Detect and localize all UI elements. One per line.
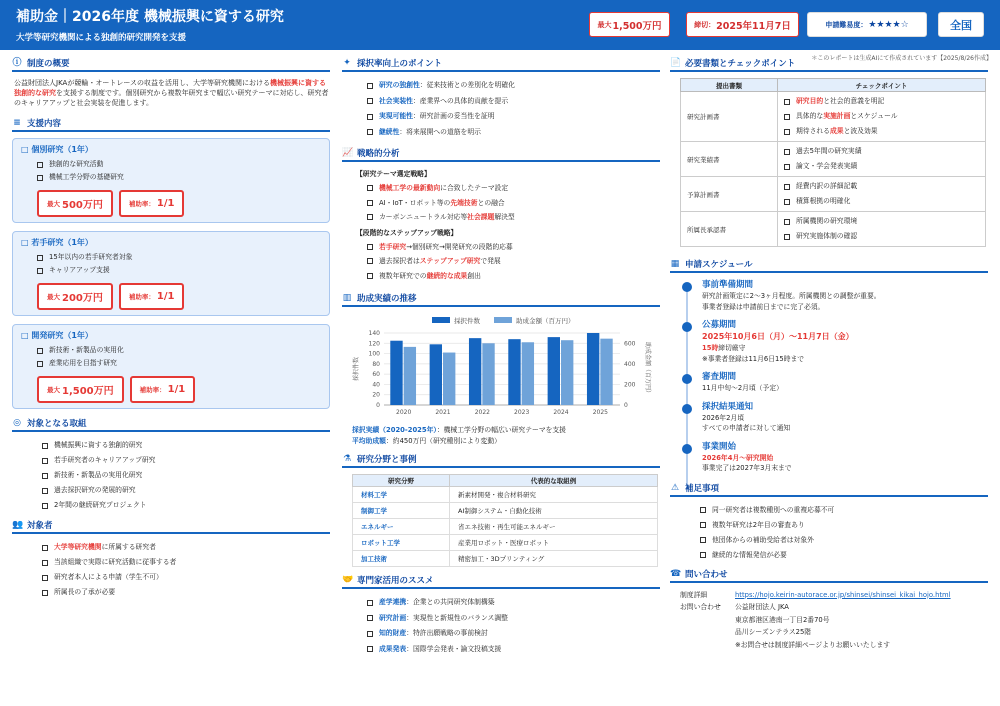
expert-item: 知的財産：特許出願戦略の事前検討 xyxy=(367,626,660,642)
left-column xyxy=(12,56,330,600)
x-tick-label: 2020 xyxy=(396,409,412,416)
legend-swatch xyxy=(432,317,450,323)
calendar-icon: ▦ xyxy=(670,259,680,269)
supplement-item: 他団体からの補助受給者は対象外 xyxy=(700,533,988,548)
eligible-heading: 👥 対象者 xyxy=(12,518,330,534)
amount-pill: 最大 500万円 xyxy=(37,190,113,217)
checklist-item: 経費内訳の詳細記載 xyxy=(784,179,985,194)
checklist-item: 研究目的と社会的意義を明記 xyxy=(784,94,985,109)
eligible-item: 当該組織で実際に研究活動に従事する者 xyxy=(42,555,330,570)
x-tick-label: 2023 xyxy=(514,409,530,416)
checkbox-icon xyxy=(367,258,373,264)
schedule-step: 公募期間 2025年10月6日（月）〜11月7日（金） 15時締切厳守 ※事業者登録は11月6日15時まで xyxy=(682,319,988,364)
support-card: □ 個別研究（1年） 独創的な研究活動 機械工学分野の基礎研究 最大 500万円 補助率： 1/1 xyxy=(12,138,330,223)
checkbox-icon xyxy=(367,83,373,89)
checkbox-icon xyxy=(37,348,43,354)
y-tick-label: 100 xyxy=(368,350,380,358)
y2-tick-label: 600 xyxy=(624,340,636,348)
checklist-item: 研究実施体制の確認 xyxy=(784,229,985,244)
points-section xyxy=(342,56,660,140)
page-subtitle: 大学等研究機関による独創的研究開発を支援 xyxy=(16,33,187,43)
checkbox-icon xyxy=(42,488,48,494)
y-tick-label: 60 xyxy=(372,371,380,379)
checkbox-icon xyxy=(367,646,373,652)
warning-icon: ⚠ xyxy=(670,482,680,493)
table-row: ロボット工学 産業用ロボット・医療ロボット xyxy=(353,535,658,551)
checkbox-icon xyxy=(42,458,48,464)
checklist-item: 過去5年間の研究実績 xyxy=(784,144,985,159)
contact-detail-row: 制度詳細 https://hojo.keirin-autorace.or.jp/shinsei/shinsei_kikai_hojo.html xyxy=(670,589,988,602)
results-summary: 採択実績（2020-2025年）：機械工学分野の幅広い研究テーマを支援 平均助成額：約450万円（研究種別により変動） xyxy=(352,426,566,445)
target-item: 過去採択研究の発展的研究 xyxy=(42,483,330,498)
y-tick-label: 140 xyxy=(368,330,380,337)
amount-pill: 最大 1,500万円 xyxy=(37,376,124,403)
experts-section xyxy=(342,573,660,657)
amount-pill: 最大 200万円 xyxy=(37,283,113,310)
bulb-icon: ✦ xyxy=(343,58,351,68)
checklist-item: 期待される成果と波及効果 xyxy=(784,124,985,139)
bar xyxy=(522,342,534,405)
checkbox-icon xyxy=(37,255,43,261)
legend-label: 助成金額（百万円） xyxy=(516,317,575,325)
schedule-timeline xyxy=(682,279,988,474)
checkbox-icon xyxy=(784,219,790,225)
schedule-heading: ▦ 申請スケジュール xyxy=(670,257,988,273)
supplement-item: 同一研究者は複数種別への重複応募不可 xyxy=(700,503,988,518)
point-item: 研究の独創性：従来技術との差別化を明確化 xyxy=(367,78,660,94)
bar xyxy=(508,339,520,405)
support-section xyxy=(12,116,330,409)
checkbox-icon xyxy=(367,631,373,637)
checklist-item: 独創的な研究活動 xyxy=(37,158,321,171)
expert-item: 産学連携：企業との共同研究体制構築 xyxy=(367,595,660,611)
contact-info-row: お問い合わせ 公益財団法人 JKA 東京都港区港南一丁目2番70号 品川シーズンテラス25階 ※お問合せは制度詳細ページよりお願いいたします xyxy=(680,603,891,649)
y-tick-label: 40 xyxy=(372,381,380,389)
checkbox-icon xyxy=(784,164,790,170)
checkbox-icon xyxy=(367,129,373,135)
overview-text: 公益財団法人JKAが競輪・オートレースの収益を活用し、大学等研究機関における機械振興に資する独創的な研究を支援する制度です。個別研究から複数年研究まで幅広い研究テーマに対応し、研究者のキャリアアップと社会実装を促進します。 xyxy=(14,79,329,107)
supplement-item: 複数年研究は2年目の審査あり xyxy=(700,518,988,533)
checkbox-icon xyxy=(37,268,43,274)
legend-label: 採択件数 xyxy=(454,317,480,325)
checkbox-icon xyxy=(42,443,48,449)
support-card: □ 開発研究（1年） 新技術・新製品の実用化 産業応用を目指す研究 最大 1,500万円 補助率： 1/1 xyxy=(12,324,330,409)
y-tick-label: 20 xyxy=(372,391,380,399)
results-heading: ▥ 助成実績の推移 xyxy=(342,291,660,307)
docs-table: 提出書類 チェックポイント 研究計画書 研究目的と社会的意義を明記 具体的な実施計画とスケジュール 期待される成果と波及効果 研究業績書 過去5年間の研究実績 論文・学会発表実績 予算計画書 経費内訳の詳細記載 積算根拠の明確化 所属長承認書 所属機関の研究環境 研究実施体制の確認 xyxy=(680,78,986,247)
y-tick-label: 0 xyxy=(376,402,380,409)
docs-heading: 📄 必要書類とチェックポイント xyxy=(670,56,988,72)
bar xyxy=(482,343,494,405)
table-row: 研究計画書 研究目的と社会的意義を明記 具体的な実施計画とスケジュール 期待される成果と波及効果 xyxy=(681,92,986,142)
schedule-step: 事業開始 2026年4月〜研究開始 事業完了は2027年3月末まで xyxy=(682,441,988,474)
info-icon: ⓘ xyxy=(12,58,22,68)
checkbox-icon xyxy=(42,473,48,479)
strategy-item: AI・IoT・ロボット等の先端技術との融合 xyxy=(367,196,660,211)
targets-heading: ◎ 対象となる取組 xyxy=(12,416,330,432)
target-item: 2年間の継続研究プロジェクト xyxy=(42,498,330,513)
bar xyxy=(469,338,481,405)
table-row: 加工技術 精密加工・3Dプリンティング xyxy=(353,551,658,567)
schedule-step: 採択結果通知 2026年2月頃 すべての申請者に対して通知 xyxy=(682,401,988,434)
schedule-section xyxy=(670,257,988,474)
targets-section xyxy=(12,416,330,513)
bar xyxy=(548,337,560,405)
checkbox-icon xyxy=(700,522,706,528)
header xyxy=(0,0,1000,50)
checkbox-icon xyxy=(367,114,373,120)
checkbox-icon xyxy=(784,199,790,205)
strategy-heading: 📈 戦略的分析 xyxy=(342,146,660,162)
target-item: 新技術・新製品の実用化研究 xyxy=(42,468,330,483)
x-tick-label: 2024 xyxy=(553,409,569,416)
checkbox-icon xyxy=(784,184,790,190)
table-row: 研究業績書 過去5年間の研究実績 論文・学会発表実績 xyxy=(681,142,986,177)
experts-heading: 🤝 専門家活用のススメ xyxy=(342,573,660,589)
support-card: □ 若手研究（1年） 15年以内の若手研究者対象 キャリアアップ支援 最大 200万円 補助率： 1/1 xyxy=(12,231,330,316)
strategy-section xyxy=(342,146,660,283)
checklist-item: 機械工学分野の基礎研究 xyxy=(37,171,321,184)
x-tick-label: 2021 xyxy=(435,409,451,416)
table-row: 制御工学 AI制御システム・自動化技術 xyxy=(353,503,658,519)
point-item: 継続性：将来展開への道筋を明示 xyxy=(367,125,660,141)
middle-column xyxy=(342,56,660,657)
list-icon: ≡ xyxy=(13,118,21,128)
rate-pill: 補助率： 1/1 xyxy=(119,190,185,217)
y2-axis-label: 助成金額（百万円） xyxy=(644,341,651,397)
chart-line-icon: 📈 xyxy=(342,148,354,158)
y-tick-label: 120 xyxy=(368,340,380,348)
detail-link[interactable]: https://hojo.keirin-autorace.or.jp/shinsei/shinsei_kikai_hojo.html xyxy=(735,590,951,599)
contact-section xyxy=(670,567,988,652)
right-column xyxy=(670,56,988,651)
flask-icon: ⚗ xyxy=(342,454,352,464)
point-item: 実現可能性：研究計画の妥当性を証明 xyxy=(367,109,660,125)
checklist-item: キャリアアップ支援 xyxy=(37,264,321,277)
checkbox-icon xyxy=(784,149,790,155)
bar xyxy=(561,340,573,405)
difficulty-stars: ★★★★☆ xyxy=(868,19,909,30)
contact-heading: ☎ 問い合わせ xyxy=(670,567,988,583)
checklist-item: 論文・学会発表実績 xyxy=(784,159,985,174)
supplement-heading: ⚠ 補足事項 xyxy=(670,481,988,497)
handshake-icon: 🤝 xyxy=(342,575,354,585)
overview-heading: ⓘ 制度の概要 xyxy=(12,56,330,72)
difficulty-badge: 申請難易度： ★★★★☆ xyxy=(807,12,927,37)
fields-table: 研究分野 代表的な取組例 材料工学 新素材開発・複合材料研究 制御工学 AI制御システム・自動化技術 エネルギー 省エネ技術・再生可能エネルギー ロボット工学 産業用ロボット・医療ロボット 加工技術 精密加工・3Dプリンティング xyxy=(352,474,658,567)
checkbox-icon xyxy=(784,114,790,120)
strategy-item: 複数年研究での継続的な成果創出 xyxy=(367,269,660,284)
checkbox-icon xyxy=(367,200,373,206)
target-item: 若手研究者のキャリアアップ研究 xyxy=(42,453,330,468)
bar xyxy=(443,353,455,405)
checklist-item: 15年以内の若手研究者対象 xyxy=(37,251,321,264)
bar xyxy=(587,333,599,405)
target-icon: ◎ xyxy=(13,418,21,428)
checkbox-icon xyxy=(42,575,48,581)
bar xyxy=(430,344,442,405)
eligible-item: 大学等研究機関に所属する研究者 xyxy=(42,540,330,555)
y-tick-label: 80 xyxy=(372,360,380,368)
checkbox-icon xyxy=(367,615,373,621)
checkbox-icon xyxy=(42,503,48,509)
rate-pill: 補助率： 1/1 xyxy=(119,283,185,310)
deadline-badge: 締切： 2025年11月7日 xyxy=(686,12,799,37)
support-heading: ≡ 支援内容 xyxy=(12,116,330,132)
checklist-item: 具体的な実施計画とスケジュール xyxy=(784,109,985,124)
checklist-item: 所属機関の研究環境 xyxy=(784,214,985,229)
checklist-item: 新技術・新製品の実用化 xyxy=(37,344,321,357)
target-item: 機械振興に資する独創的研究 xyxy=(42,438,330,453)
checkbox-icon xyxy=(37,162,43,168)
x-tick-label: 2022 xyxy=(474,409,490,416)
strategy-item: 機械工学の最新動向に合致したテーマ設定 xyxy=(367,181,660,196)
point-item: 社会実装性：産業界への具体的貢献を提示 xyxy=(367,94,660,110)
strategy-item: 若手研究→個別研究→開発研究の段階的応募 xyxy=(367,240,660,255)
max-amount-badge: 最大 1,500万円 xyxy=(589,12,670,37)
checklist-item: 積算根拠の明確化 xyxy=(784,194,985,209)
table-row: 所属長承認書 所属機関の研究環境 研究実施体制の確認 xyxy=(681,212,986,247)
checkbox-icon xyxy=(784,129,790,135)
table-row: 予算計画書 経費内訳の詳細記載 積算根拠の明確化 xyxy=(681,177,986,212)
bar xyxy=(404,347,416,405)
checkbox-icon xyxy=(367,273,373,279)
legend-swatch xyxy=(494,317,512,323)
checkbox-icon xyxy=(367,185,373,191)
phone-icon: ☎ xyxy=(670,568,682,579)
table-row: 材料工学 新素材開発・複合材料研究 xyxy=(353,487,658,503)
strategy-item: 過去採択者はステップアップ研究で発展 xyxy=(367,254,660,269)
y2-tick-label: 200 xyxy=(624,381,636,389)
checkbox-icon xyxy=(367,98,373,104)
table-row: エネルギー 省エネ技術・再生可能エネルギー xyxy=(353,519,658,535)
checkbox-icon xyxy=(42,590,48,596)
results-chart xyxy=(342,313,660,421)
report-note: ＊このレポートは生成AIにて作成されています【2025/8/26作成】 xyxy=(811,55,992,62)
strategy-group1-title: 【研究テーマ選定戦略】 xyxy=(356,170,431,178)
strategy-item: カーボンニュートラル対応等社会課題解決型 xyxy=(367,210,660,225)
y2-tick-label: 0 xyxy=(624,402,628,409)
document-icon: 📄 xyxy=(670,58,682,68)
checkbox-icon xyxy=(784,234,790,240)
checklist-item: 産業応用を目指す研究 xyxy=(37,357,321,370)
checkbox-icon xyxy=(367,244,373,250)
schedule-step: 審査期間 11月中旬〜2月頃（予定） xyxy=(682,371,988,394)
overview-section xyxy=(12,56,330,108)
fields-heading: ⚗ 研究分野と事例 xyxy=(342,452,660,468)
scope-badge: 全国 xyxy=(938,12,984,37)
checkbox-icon xyxy=(700,552,706,558)
points-heading: ✦ 採択率向上のポイント xyxy=(342,56,660,72)
checkbox-icon xyxy=(367,600,373,606)
bar xyxy=(390,341,402,405)
users-icon: 👥 xyxy=(12,520,24,530)
page-title: 補助金｜2026年度 機械振興に資する研究 xyxy=(16,9,284,25)
expert-item: 成果発表：国際学会発表・論文投稿支援 xyxy=(367,642,660,658)
checkbox-icon xyxy=(37,175,43,181)
checkbox-icon xyxy=(784,99,790,105)
checkbox-icon xyxy=(42,560,48,566)
fields-section xyxy=(342,452,660,567)
supplement-section xyxy=(670,481,988,563)
checkbox-icon xyxy=(700,537,706,543)
results-section xyxy=(342,291,660,447)
eligible-item: 研究者本人による申請（学生不可） xyxy=(42,570,330,585)
schedule-step: 事前準備期間 研究計画策定に2〜3ヶ月程度。所属機関との調整が重要。 事業者登録は申請前日までに完了必須。 xyxy=(682,279,988,312)
y-axis-label: 採択件数 xyxy=(353,356,360,382)
bar xyxy=(600,339,612,405)
checkbox-icon xyxy=(700,507,706,513)
strategy-group2-title: 【段階的なステップアップ戦略】 xyxy=(356,228,458,237)
y2-tick-label: 400 xyxy=(624,360,636,368)
docs-section xyxy=(670,56,988,247)
x-tick-label: 2025 xyxy=(592,409,608,416)
bar-chart-icon: ▥ xyxy=(342,293,352,303)
eligible-section xyxy=(12,518,330,600)
rate-pill: 補助率： 1/1 xyxy=(130,376,196,403)
supplement-item: 継続的な情報発信が必要 xyxy=(700,548,988,563)
eligible-item: 所属長の了承が必要 xyxy=(42,585,330,600)
checkbox-icon xyxy=(37,361,43,367)
expert-item: 研究計画：実現性と新規性のバランス調整 xyxy=(367,611,660,627)
checkbox-icon xyxy=(367,214,373,220)
